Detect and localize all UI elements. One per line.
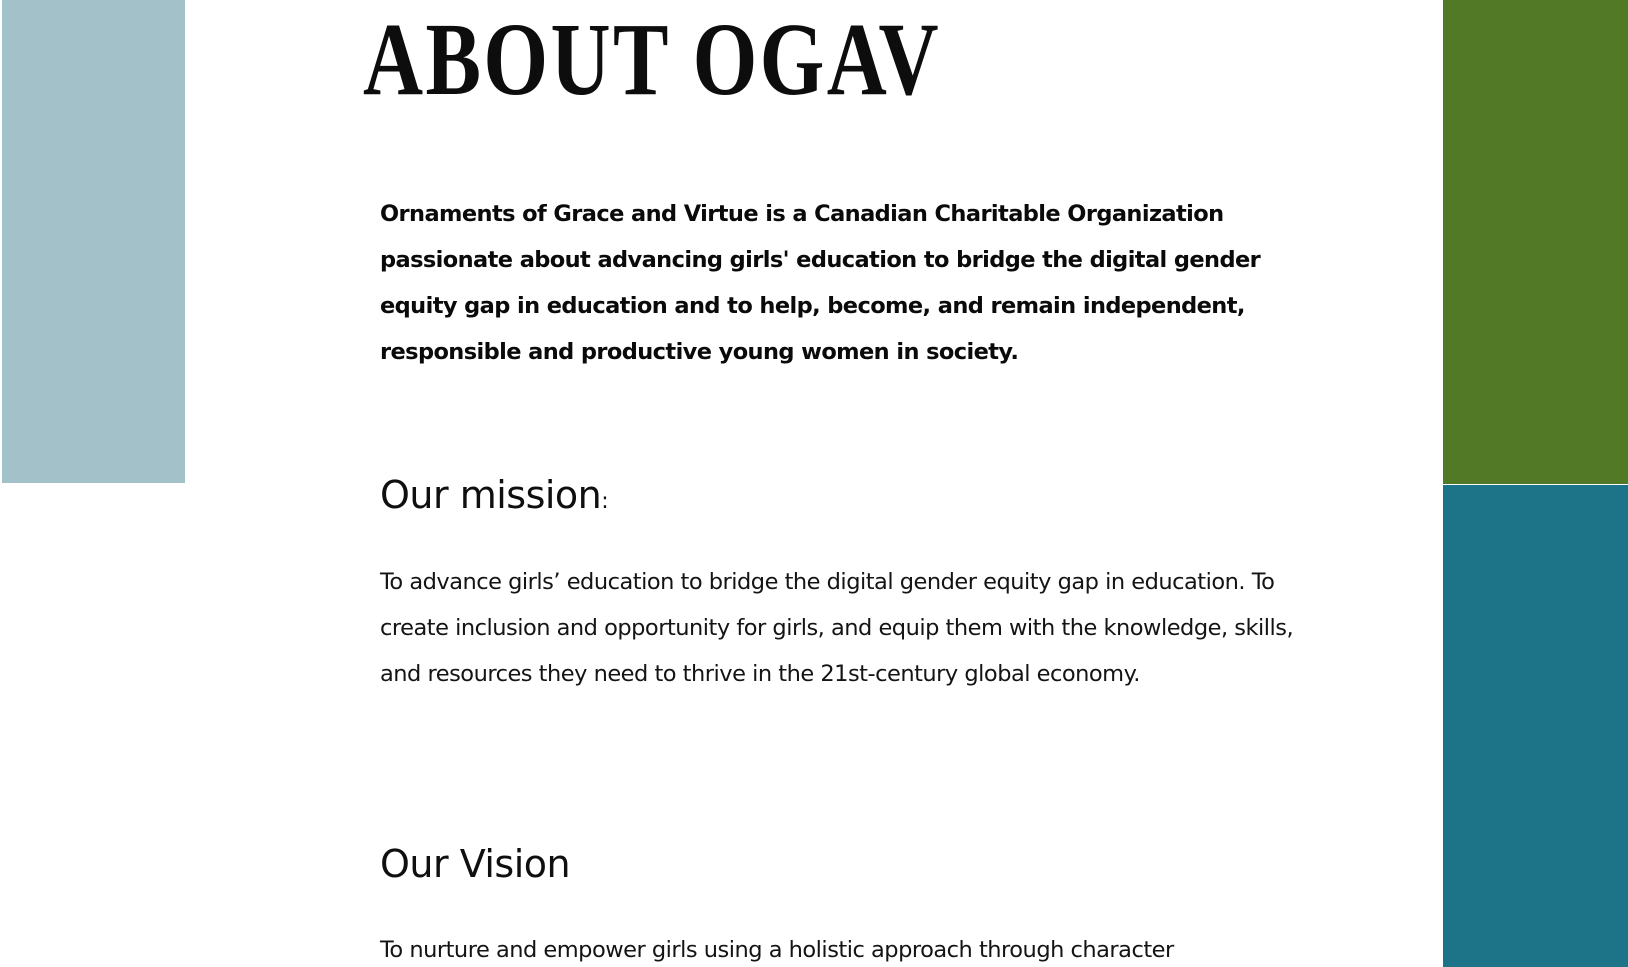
mission-heading-text: Our mission (380, 473, 602, 517)
intro-paragraph: Ornaments of Grace and Virtue is a Canadian Charitable Organization passionate about advancing girls' education to bridge the digital gender equity gap in education and to help, become, and remain independent, responsible and productive young women in society. (380, 201, 1261, 365)
right-bottom-decorative-block (1443, 485, 1628, 967)
mission-heading (380, 473, 608, 519)
right-top-decorative-block (1443, 0, 1628, 484)
mission-paragraph: To advance girls’ education to bridge the digital gender equity gap in education. To create inclusion and opportunity for girls, and equip them with the knowledge, skills, and resources they need to thrive in the 21st-century global economy. (380, 569, 1294, 687)
vision-heading: Our Vision (380, 842, 571, 886)
page-title: ABOUT OGAV (363, 2, 942, 117)
left-decorative-block (2, 0, 185, 483)
vision-paragraph: To nurture and empower girls using a holistic approach through character (380, 937, 1174, 963)
mission-heading-colon: : (601, 489, 609, 514)
